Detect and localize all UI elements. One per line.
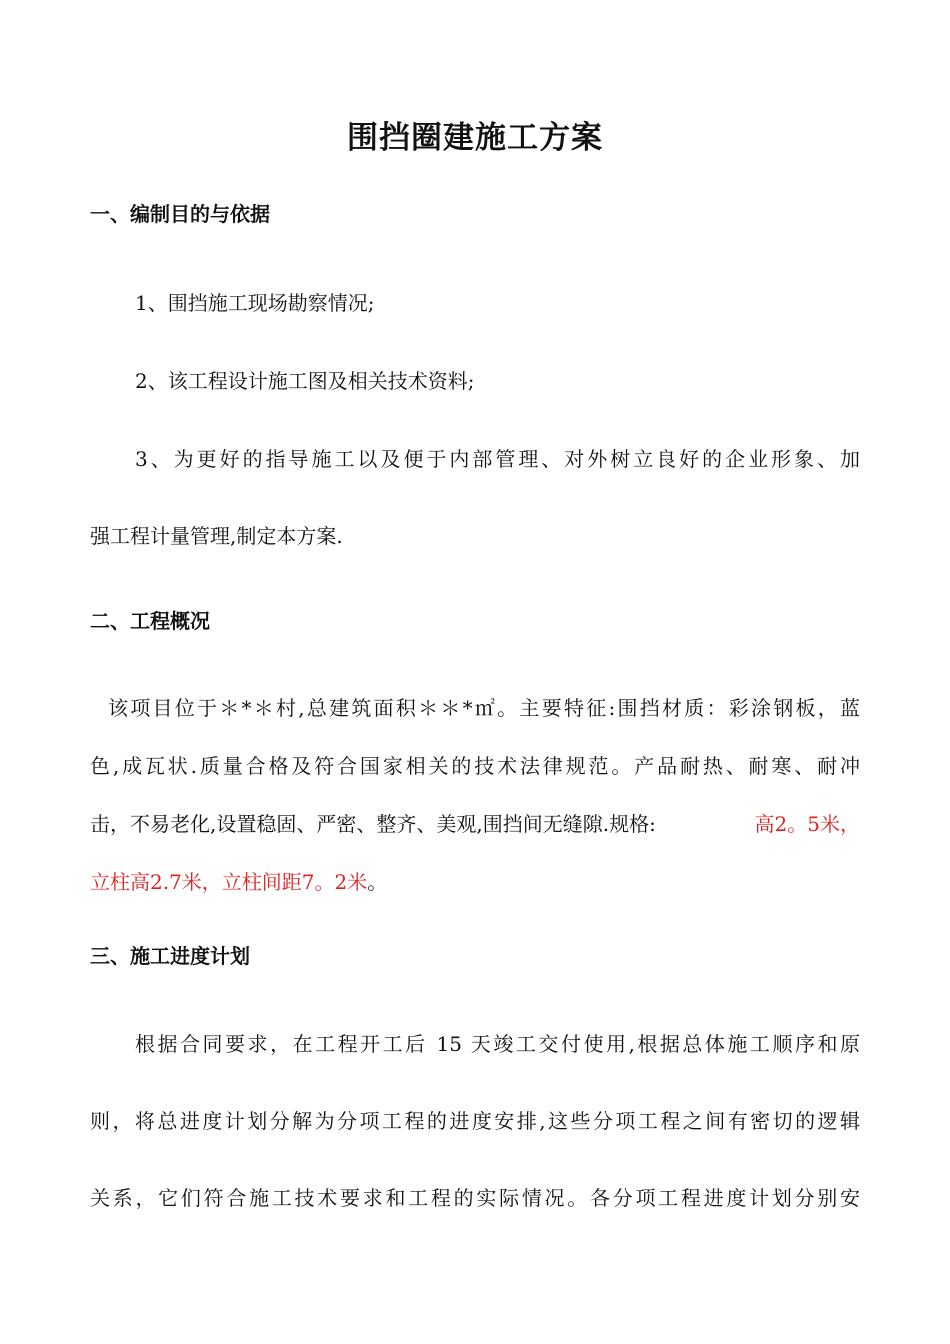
document-title: 围挡圈建施工方案 [347,120,603,156]
list-item-continuation: 强工程计量管理,制定本方案. [90,524,343,548]
paragraph-line: 根据合同要求，在工程开工后 15 天竣工交付使用,根据总体施工顺序和原 [135,1032,860,1056]
section-heading-2: 二、工程概况 [90,609,210,633]
paragraph-text: 。 [367,870,388,894]
paragraph-text: 击，不易老化,设置稳固、严密、整齐、美观,围挡间无缝隙.规格: [90,812,656,836]
list-item: 1、围挡施工现场勘察情况; [135,291,375,315]
paragraph-line: 关系，它们符合施工技术要求和工程的实际情况。各分项工程进度计划分别安 [90,1186,860,1210]
paragraph-line [90,808,860,837]
section-heading-3: 三、施工进度计划 [90,944,250,968]
spec-post-highlight: 立柱高2.7米，立柱间距7。2米 [90,870,368,894]
paragraph-line: 则，将总进度计划分解为分项工程的进度安排,这些分项工程之间有密切的逻辑 [90,1109,860,1133]
list-item: 3、为更好的指导施工以及便于内部管理、对外树立良好的企业形象、加 [135,447,860,471]
list-item: 2、该工程设计施工图及相关技术资料; [135,369,475,393]
paragraph-line: 色,成瓦状.质量合格及符合国家相关的技术法律规范。产品耐热、耐寒、耐冲 [90,754,860,778]
paragraph-line [90,866,387,895]
section-heading-1: 一、编制目的与依据 [90,202,270,226]
paragraph-line: 该项目位于＊*＊村,总建筑面积＊＊*㎡。主要特征:围挡材质：彩涂钢板，蓝 [108,696,860,720]
spec-height-highlight: 高2。5米， [754,812,860,836]
